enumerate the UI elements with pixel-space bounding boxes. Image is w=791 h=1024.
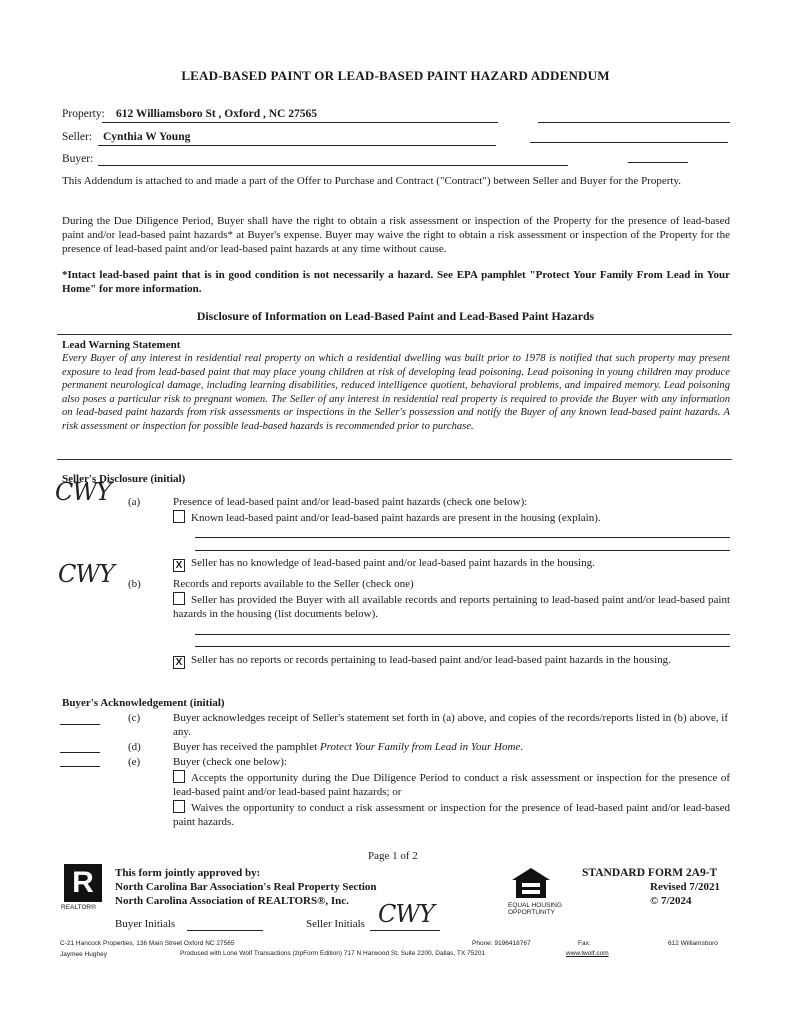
buyer-c-letter: (c) xyxy=(128,712,141,724)
seller-initials-footer-line xyxy=(370,930,440,931)
due-diligence-paragraph: During the Due Diligence Period, Buyer shall have the right to obtain a risk assessment or inspection of the Property for the presence of lead-based paint and/or lead-based paint hazards* at Buyer's expense. Buyer may waive the right to obtain a risk assessment or inspection of the Property for the presence of lead-based paint and/or lead-based paint hazards at any time without cause. xyxy=(62,215,730,255)
revised-date: Revised 7/2021 xyxy=(650,881,720,893)
lead-warning-text: Every Buyer of any interest in residential real property on which a residential dwelling was built prior to 1978 is notified that such property may present exposure to lead from lead-based paint that may place young children at risk of developing lead poisoning. Lead poisoning in young children may produce permanent neurological damage, including learning disabilities, reduced intelligence quotient, behavioral problems, and impaired memory. Lead poisoning also poses a particular risk to pregnant women. The Seller of any interest in residential real property is required to provide the Buyer with any information on lead-based paint hazards from risk assessments or inspections in the Seller's possession and notify the Buyer of any known lead-based paint hazards. A risk assessment or inspection for possible lead-based hazards is recommended prior to purchase. xyxy=(62,353,730,432)
a-explain-line-2[interactable] xyxy=(195,550,730,551)
seller-line xyxy=(98,145,496,146)
seller-a-option1 xyxy=(173,510,728,525)
phone-number: Phone: 9196418767 xyxy=(472,940,531,947)
property-line xyxy=(102,122,498,123)
buyer-d-text: Buyer has received the pamphlet Protect Your Family from Lead in Your Home. xyxy=(173,741,524,753)
b-documents-line-1[interactable] xyxy=(195,634,730,635)
property-label: Property: xyxy=(62,108,105,120)
e-option2-checkbox[interactable] xyxy=(173,800,185,813)
e-option1-label: Accepts the opportunity during the Due Diligence Period to conduct a risk assessment or inspection for the presence of lead-based paint and/or lead-based paint hazards; or xyxy=(173,772,730,798)
buyer-initials-label: Buyer Initials xyxy=(115,918,176,930)
a-option2-checkbox[interactable]: X xyxy=(173,559,185,572)
buyer-initials-c[interactable] xyxy=(60,724,100,725)
equal-housing-text: EQUAL HOUSING OPPORTUNITY xyxy=(508,902,562,916)
brokerage-info: C-21 Hancock Properties, 136 Main Street Oxford NC 27565 xyxy=(60,940,235,947)
seller-initials-label: Seller Initials xyxy=(306,918,365,930)
seller-a-letter: (a) xyxy=(128,496,141,508)
seller-b-option2 xyxy=(173,653,730,669)
e-option2-label: Waives the opportunity to conduct a risk assessment or inspection for the presence of lead-based paint and/or lead-based paint hazards. xyxy=(173,802,730,828)
buyer-line-extra xyxy=(628,162,688,163)
seller-label: Seller: xyxy=(62,131,93,143)
seller-b-letter: (b) xyxy=(128,578,141,590)
b-option1-label: Seller has provided the Buyer with all available records and reports pertaining to lead-based paint and/or lead-based paint hazards in the housing (list documents below). xyxy=(173,594,730,620)
form-title: LEAD-BASED PAINT OR LEAD-BASED PAINT HAZARD ADDENDUM xyxy=(181,68,610,83)
b-option1-checkbox[interactable] xyxy=(173,592,185,605)
buyer-line[interactable] xyxy=(98,165,568,166)
a-option1-label: Known lead-based paint and/or lead-based paint hazards are present in the housing (explain). xyxy=(191,512,601,524)
agent-name: Jaymee Hughey xyxy=(60,951,107,958)
approved-line-3: North Carolina Association of REALTORS®, Inc. xyxy=(115,895,349,907)
fax-label: Fax: xyxy=(578,940,591,947)
b-option2-label: Seller has no reports or records pertaining to lead-based paint and/or lead-based paint hazards in the housing. xyxy=(191,654,671,666)
intro-paragraph: This Addendum is attached to and made a part of the Offer to Purchase and Contract ("Contract") between Seller and Buyer for the Property. xyxy=(62,175,681,187)
produced-by: Produced with Lone Wolf Transactions (zipForm Edition) 717 N Harwood St, Suite 2200, Dallas, TX 75201 xyxy=(180,950,486,957)
buyer-label: Buyer: xyxy=(62,153,94,165)
buyer-initials-e[interactable] xyxy=(60,766,100,767)
a-option1-checkbox[interactable] xyxy=(173,510,185,523)
seller-initials-footer[interactable]: CWY xyxy=(378,900,434,928)
property-line-extra xyxy=(538,122,730,123)
seller-value[interactable]: Cynthia W Young xyxy=(103,131,191,143)
equal-housing-icon xyxy=(510,866,552,900)
property-short: 612 Williamsboro xyxy=(668,940,718,947)
seller-line-extra xyxy=(530,142,728,143)
seller-initials-a[interactable]: CWY xyxy=(55,478,111,506)
realtor-logo-text: REALTOR® xyxy=(61,904,96,911)
b-documents-line-2[interactable] xyxy=(195,646,730,647)
buyer-d-letter: (d) xyxy=(128,741,141,753)
seller-a-text: Presence of lead-based paint and/or lead-based paint hazards (check one below): xyxy=(173,496,528,508)
buyer-c-text: Buyer acknowledges receipt of Seller's statement set forth in (a) above, and copies of the records/reports listed in (b) above, if any. xyxy=(173,712,728,738)
realtor-logo: R xyxy=(64,864,102,902)
seller-a-option2 xyxy=(173,556,728,572)
buyer-e-text: Buyer (check one below): xyxy=(173,756,287,768)
approved-line-1: This form jointly approved by: xyxy=(115,867,261,879)
lead-warning-heading: Lead Warning Statement xyxy=(62,339,181,351)
buyer-e-letter: (e) xyxy=(128,756,141,768)
seller-b-option1 xyxy=(173,592,730,621)
seller-initials-b[interactable]: CWY xyxy=(58,560,114,588)
approved-line-2: North Carolina Bar Association's Real Property Section xyxy=(115,881,377,893)
disclosure-heading: Disclosure of Information on Lead-Based Paint and Lead-Based Paint Hazards xyxy=(196,309,595,323)
buyer-e-option2 xyxy=(173,800,730,829)
seller-disclosure-heading: Seller's Disclosure (initial) xyxy=(62,473,186,485)
seller-b-text: Records and reports available to the Seller (check one) xyxy=(173,578,414,590)
buyer-initials-d[interactable] xyxy=(60,752,100,753)
a-explain-line-1[interactable] xyxy=(195,537,730,538)
page-number: Page 1 of 2 xyxy=(368,850,418,862)
buyer-initials-footer-line[interactable] xyxy=(187,930,263,931)
lwolf-link[interactable]: www.lwolf.com xyxy=(566,950,609,957)
copyright: © 7/2024 xyxy=(650,895,692,907)
e-option1-checkbox[interactable] xyxy=(173,770,185,783)
buyer-ack-heading: Buyer's Acknowledgement (initial) xyxy=(62,697,225,709)
buyer-e-option1 xyxy=(173,770,730,799)
intact-note: *Intact lead-based paint that is in good condition is not necessarily a hazard. See EPA pamphlet "Protect Your Family From Lead in Your Home" for more information. xyxy=(62,269,730,295)
form-number: STANDARD FORM 2A9-T xyxy=(582,867,718,879)
property-value[interactable]: 612 Williamsboro St , Oxford , NC 27565 xyxy=(116,108,317,120)
b-option2-checkbox[interactable]: X xyxy=(173,656,185,669)
a-option2-label: Seller has no knowledge of lead-based paint and/or lead-based paint hazards in the housing. xyxy=(191,557,595,569)
